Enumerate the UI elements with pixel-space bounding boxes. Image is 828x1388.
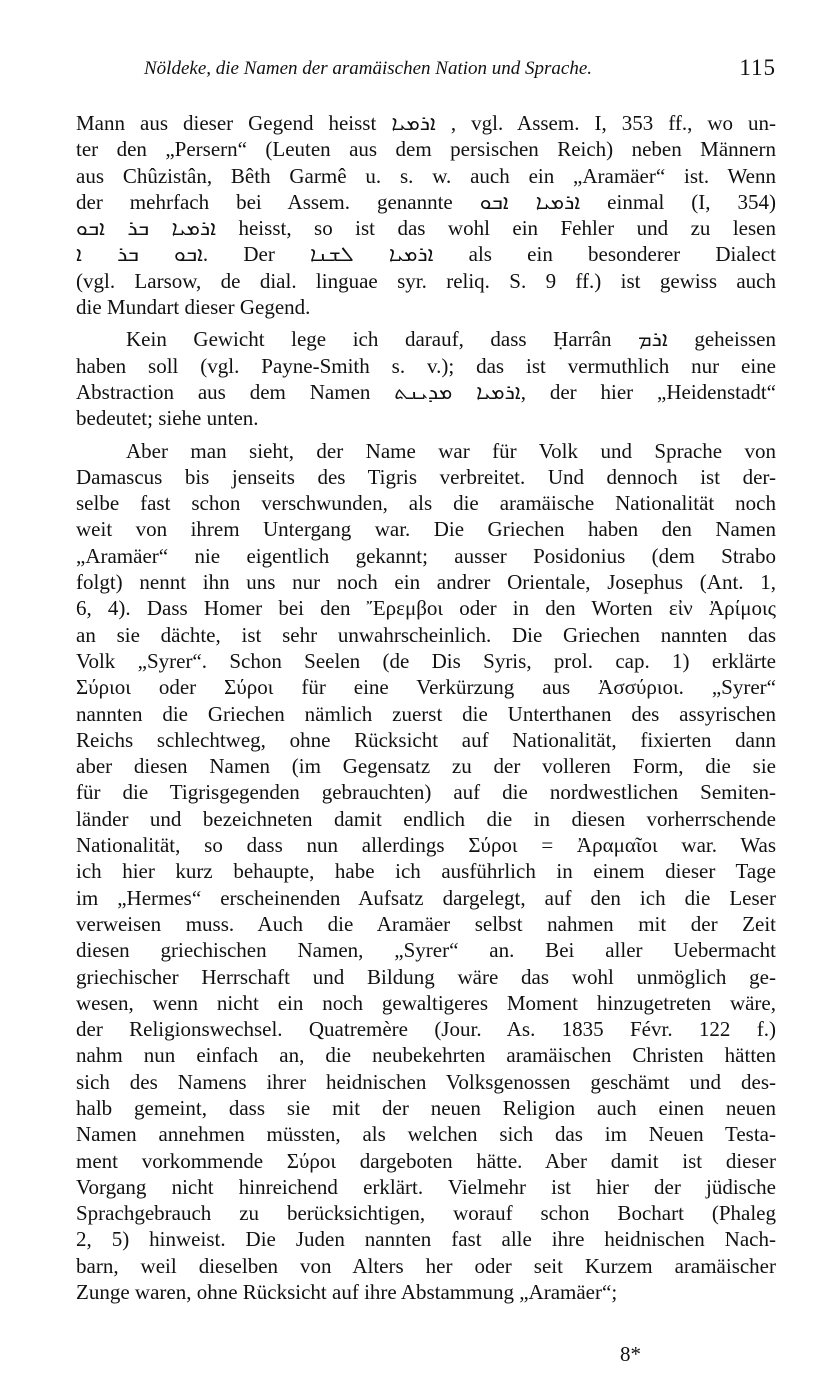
text-line: Volk „Syrer“. Schon Seelen (de Dis Syris, prol. cap. 1) erklärte (76, 648, 776, 673)
text-line: Aber man sieht, der Name war für Volk und Sprache von (126, 438, 776, 463)
text-line: Namen annehmen müssten, als welchen sich das im Neuen Testa- (76, 1122, 776, 1147)
text-line: haben soll (vgl. Payne-Smith s. v.); das ist vermuthlich nur eine (76, 353, 776, 378)
text-line: Σύριοι oder Σύροι für eine Verkürzung aus Ἀσσύριοι. „Syrer“ (76, 675, 776, 700)
text-line: der mehrfach bei Assem. genannte ܐܪܡܝܐ ܐܒܘ einmal (I, 354) (76, 189, 777, 214)
text-line: Zunge waren, ohne Rücksicht auf ihre Abstammung „Aramäer“; (76, 1280, 618, 1305)
text-line: 2, 5) hinweist. Die Juden nannten fast alle ihre heidnischen Nach- (76, 1227, 776, 1252)
text-line: sich des Namens ihrer heidnischen Volksgenossen geschämt und des- (76, 1069, 776, 1094)
text-line: ܐܒܘ ܒܪ ܐ. Der ܐܪܡܝܐ ܠܫܢܐ als ein besonderer Dialect (76, 242, 776, 267)
text-line: an sie dächte, ist sehr unwahrscheinlich. Die Griechen nannten das (76, 622, 776, 647)
text-line: im „Hermes“ erscheinenden Aufsatz dargelegt, auf den ich die Leser (76, 885, 776, 910)
text-line: Mann aus dieser Gegend heisst ܐܪܡܝܐ , vgl. Assem. I, 353 ff., wo un- (76, 111, 776, 135)
text-line: die Mundart dieser Gegend. (76, 295, 311, 320)
text-line: halb gemeint, dass sie mit der neuen Religion auch einen neuen (76, 1095, 776, 1120)
text-line: wesen, wenn nicht ein noch gewaltigeres Moment hinzugetreten wäre, (76, 990, 776, 1015)
paragraph (76, 110, 776, 320)
text-line: Sprachgebrauch zu berücksichtigen, worauf schon Bochart (Phaleg (76, 1201, 776, 1226)
page-number: 115 (739, 55, 776, 80)
text-line: selbe fast schon verschwunden, als die aramäische Nationalität noch (76, 491, 776, 516)
text-line: Abstraction aus dem Namen ܐܪܡܝܐ ܡܕܝܢܬ, der hier „Heidenstadt“ (76, 379, 776, 404)
text-line: „Aramäer“ nie eigentlich gekannt; ausser Posidonius (dem Strabo (76, 543, 776, 568)
text-line: länder und bezeichneten damit endlich die in diesen vorherrschende (76, 806, 776, 831)
body-text (76, 110, 776, 1305)
text-line: aber diesen Namen (im Gegensatz zu der volleren Form, die sie (76, 754, 776, 779)
text-line: bedeutet; siehe unten. (76, 406, 259, 431)
text-line: aus Chûzistân, Bêth Garmê u. s. w. auch ein „Aramäer“ ist. Wenn (76, 163, 776, 188)
text-line: nannten die Griechen nämlich zuerst die Unterthanen des assyrischen (76, 701, 776, 726)
text-line: für die Tigrisgegenden gebrauchten) auf die nordwestlichen Semiten- (76, 780, 776, 805)
text-line: ܐܪܡܝܐ ܒܪ ܐܒܘ heisst, so ist das wohl ein Fehler und zu lesen (76, 216, 776, 241)
text-line: griechischer Herrschaft und Bildung wäre das wohl unmöglich ge- (76, 964, 776, 989)
running-title: Nöldeke, die Namen der aramäischen Nation und Sprache. (144, 58, 593, 79)
signature-mark: 8* (620, 1342, 641, 1366)
page-header (76, 56, 776, 86)
paragraph (76, 438, 776, 1306)
text-line: Vorgang nicht hinreichend erklärt. Vielmehr ist hier der jüdische (76, 1174, 776, 1199)
text-line: barn, weil dieselben von Alters her oder seit Kurzem aramäischer (76, 1253, 776, 1278)
text-line: ment vorkommende Σύροι dargeboten hätte. Aber damit ist dieser (76, 1148, 776, 1173)
text-line: ich hier kurz behaupte, habe ich ausführlich in einem dieser Tage (76, 859, 776, 884)
text-line: Damascus bis jenseits des Tigris verbreitet. Und dennoch ist der- (76, 464, 776, 489)
text-line: Kein Gewicht lege ich darauf, dass Ḥarrân ܐܪܡ geheissen (126, 327, 776, 352)
text-line: diesen griechischen Namen, „Syrer“ an. Bei aller Uebermacht (76, 938, 776, 963)
text-line: folgt) nennt ihn uns nur noch ein andrer Orientale, Josephus (Ant. 1, (76, 570, 776, 595)
text-line: weit von ihrem Untergang war. Die Griechen haben den Namen (76, 517, 776, 542)
text-line: Nationalität, so dass nun allerdings Σύροι = Ἀραμαῖοι war. Was (76, 833, 776, 858)
paragraph (76, 326, 776, 431)
text-line: 6, 4). Dass Homer bei den Ἔρεμβοι oder in den Worten εἰν Ἀρίμοις (76, 596, 776, 621)
text-line: der Religionswechsel. Quatremère (Jour. As. 1835 Févr. 122 f.) (76, 1017, 776, 1042)
text-line: verweisen muss. Auch die Aramäer selbst nahmen mit der Zeit (76, 911, 776, 936)
text-line: (vgl. Larsow, de dial. linguae syr. reliq. S. 9 ff.) ist gewiss auch (76, 268, 776, 293)
text-line: Reichs schlechtweg, ohne Rücksicht auf Nationalität, fixierten dann (76, 727, 776, 752)
text-line: ter den „Persern“ (Leuten aus dem persischen Reich) neben Männern (76, 137, 776, 162)
text-line: nahm nun einfach an, die neubekehrten aramäischen Christen hätten (76, 1043, 776, 1068)
